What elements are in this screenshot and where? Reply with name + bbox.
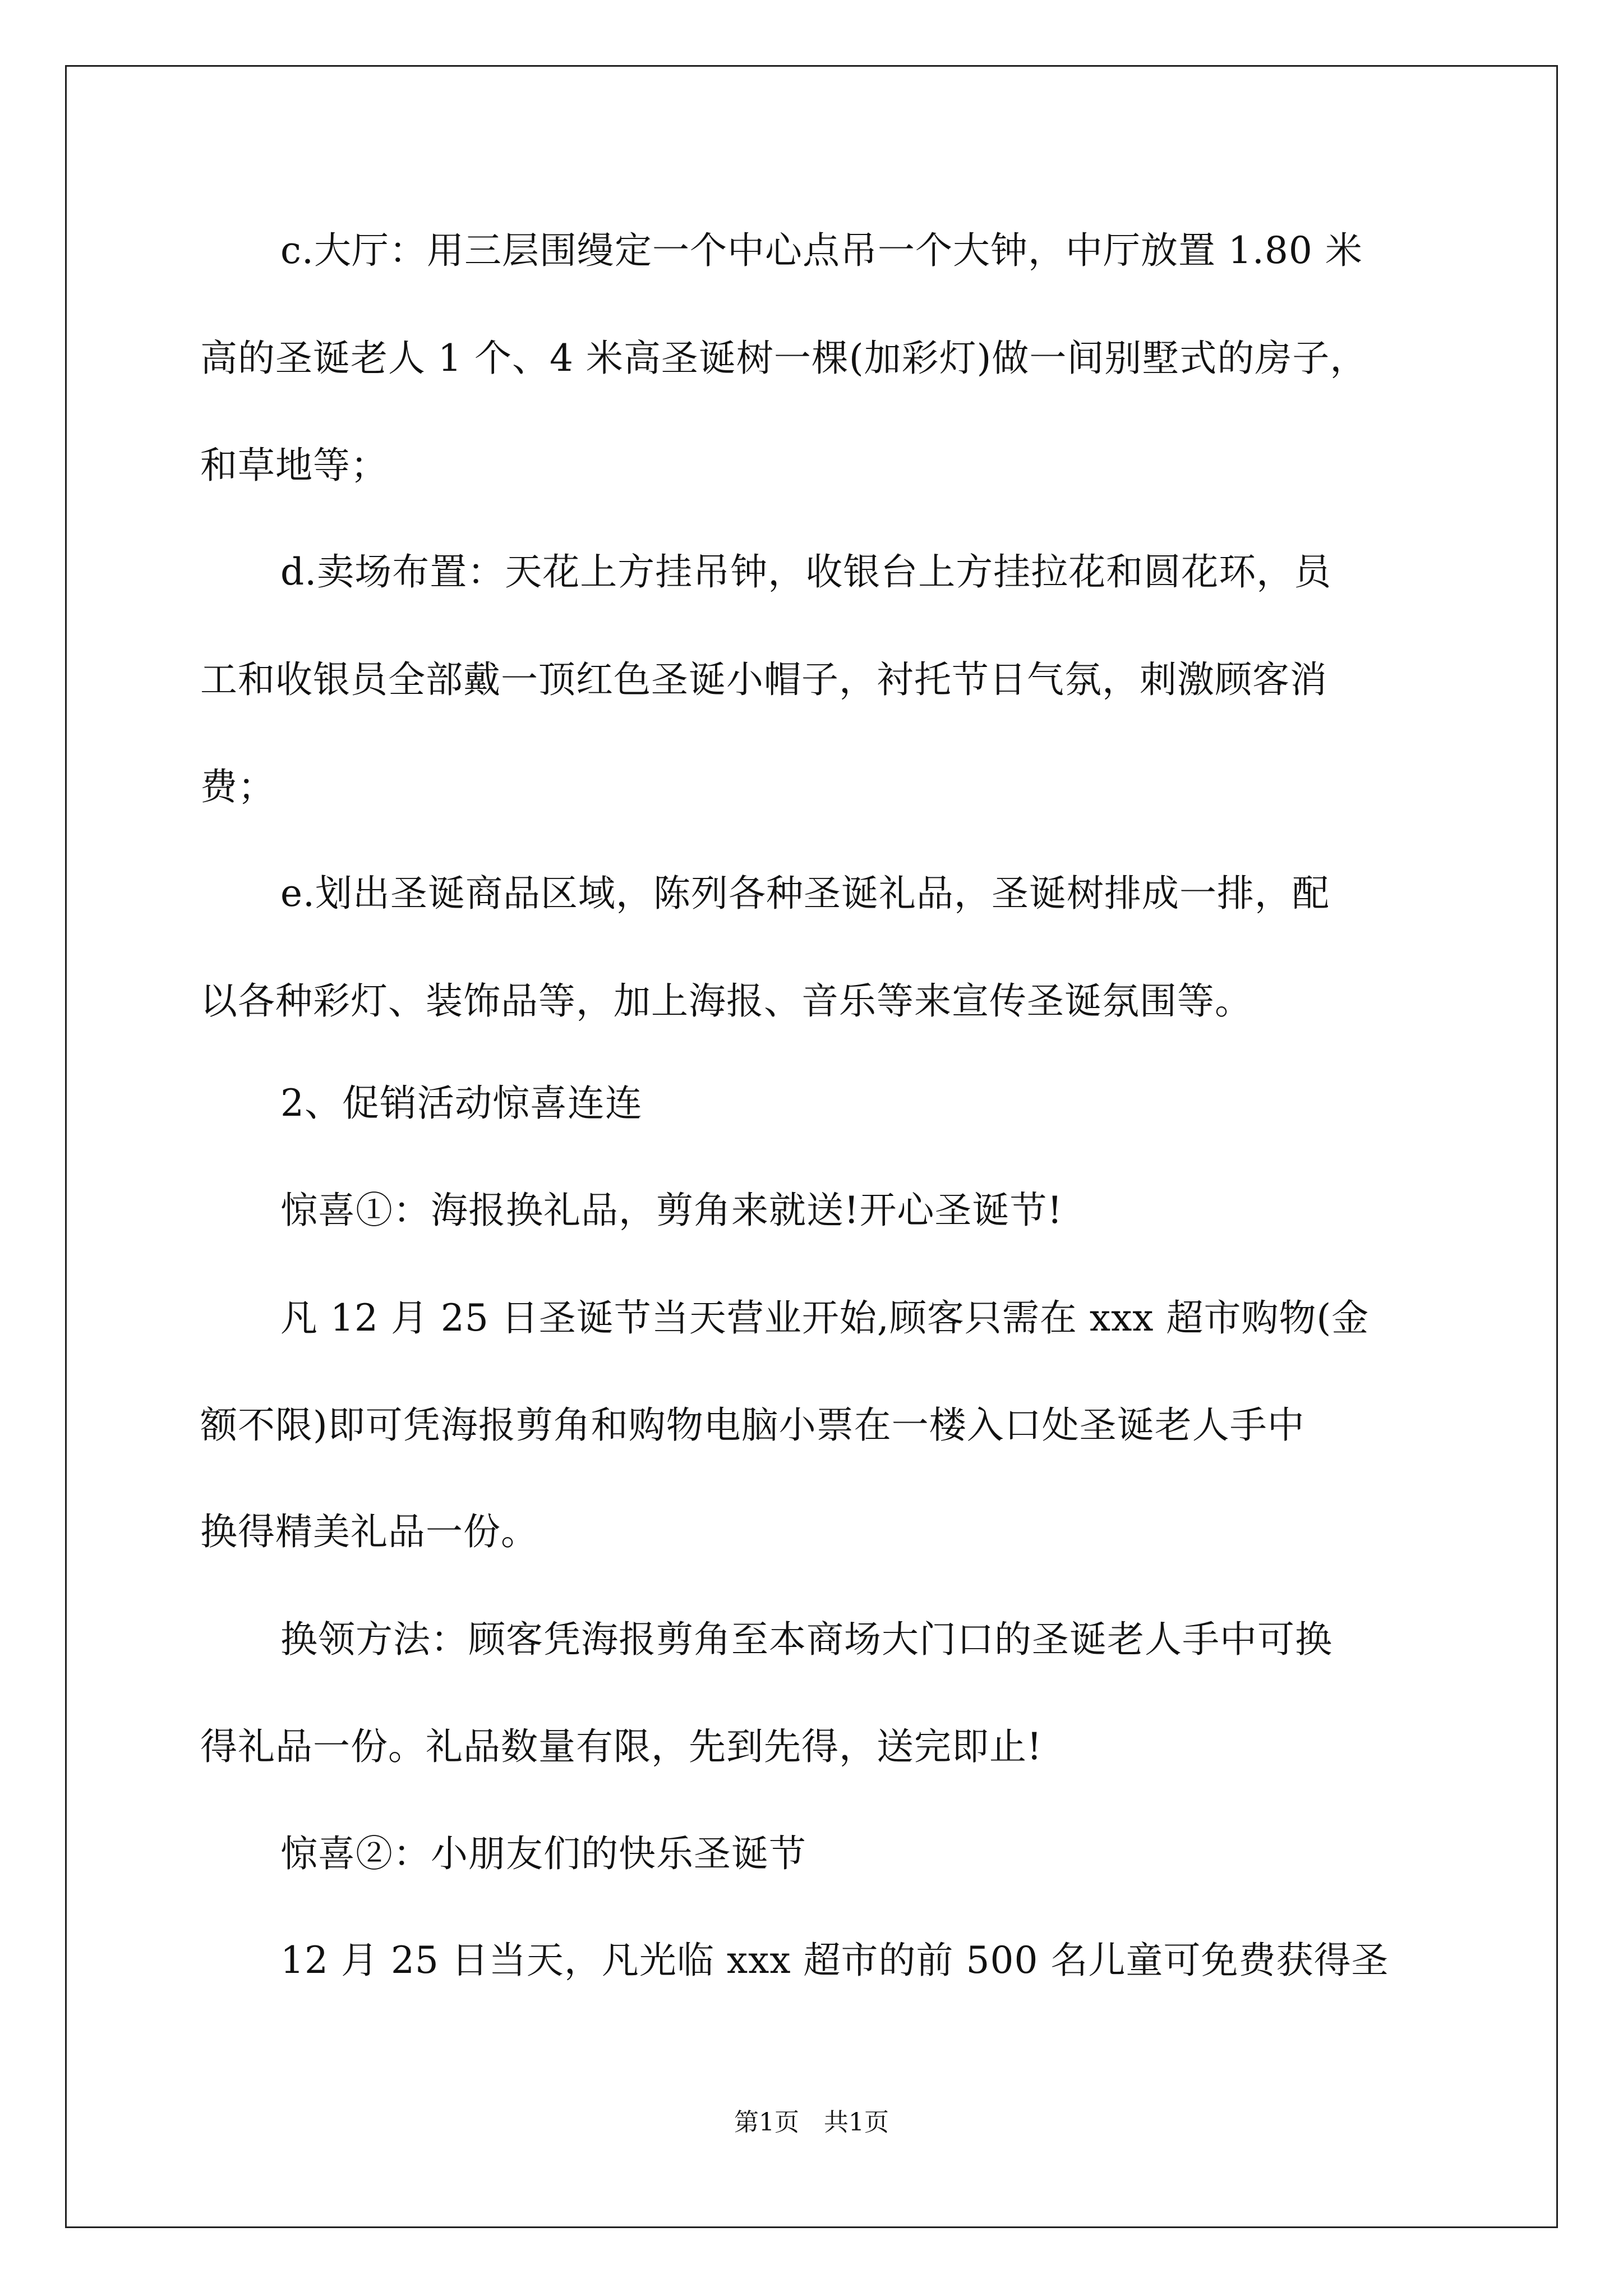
page-total: 共1页 xyxy=(824,2108,889,2137)
text-line: 工和收银员全部戴一顶红色圣诞小帽子，衬托节日气氛，刺激顾客消 xyxy=(200,658,1327,701)
section-heading: 2、促销活动惊喜连连 xyxy=(280,1082,643,1125)
text-line: d.卖场布置：天花上方挂吊钟，收银台上方挂拉花和圆花环，员 xyxy=(280,550,1332,593)
text-line: 换得精美礼品一份。 xyxy=(200,1510,538,1553)
text-line: 以各种彩灯、装饰品等，加上海报、音乐等来宣传圣诞氛围等。 xyxy=(200,979,1252,1023)
page-border xyxy=(65,65,1558,2228)
text-line: 换领方法：顾客凭海报剪角至本商场大门口的圣诞老人手中可换 xyxy=(280,1618,1332,1661)
text-line: 凡 12 月 25 日圣诞节当天营业开始,顾客只需在 xxx 超市购物(金 xyxy=(280,1296,1370,1340)
text-line: c.大厅：用三层围缦定一个中心点吊一个大钟，中厅放置 1.80 米 xyxy=(280,229,1363,272)
text-line: 高的圣诞老人 1 个、4 米高圣诞树一棵(加彩灯)做一间别墅式的房子， xyxy=(200,337,1368,380)
text-line: 费； xyxy=(200,765,275,808)
text-line: 额不限)即可凭海报剪角和购物电脑小票在一楼入口处圣诞老人手中 xyxy=(200,1404,1305,1447)
text-line: 惊喜①：海报换礼品，剪角来就送!开心圣诞节! xyxy=(280,1189,1063,1232)
page-number: 第1页 xyxy=(734,2108,799,2137)
text-line: 得礼品一份。礼品数量有限，先到先得，送完即止! xyxy=(200,1725,1043,1768)
text-line: 12 月 25 日当天，凡光临 xxx 超市的前 500 名儿童可免费获得圣 xyxy=(280,1939,1389,1982)
text-line: e.划出圣诞商品区域，陈列各种圣诞礼品，圣诞树排成一排，配 xyxy=(280,872,1330,915)
text-line: 和草地等； xyxy=(200,444,388,487)
page-footer xyxy=(0,2107,1623,2138)
text-line: 惊喜②：小朋友们的快乐圣诞节 xyxy=(280,1832,806,1875)
